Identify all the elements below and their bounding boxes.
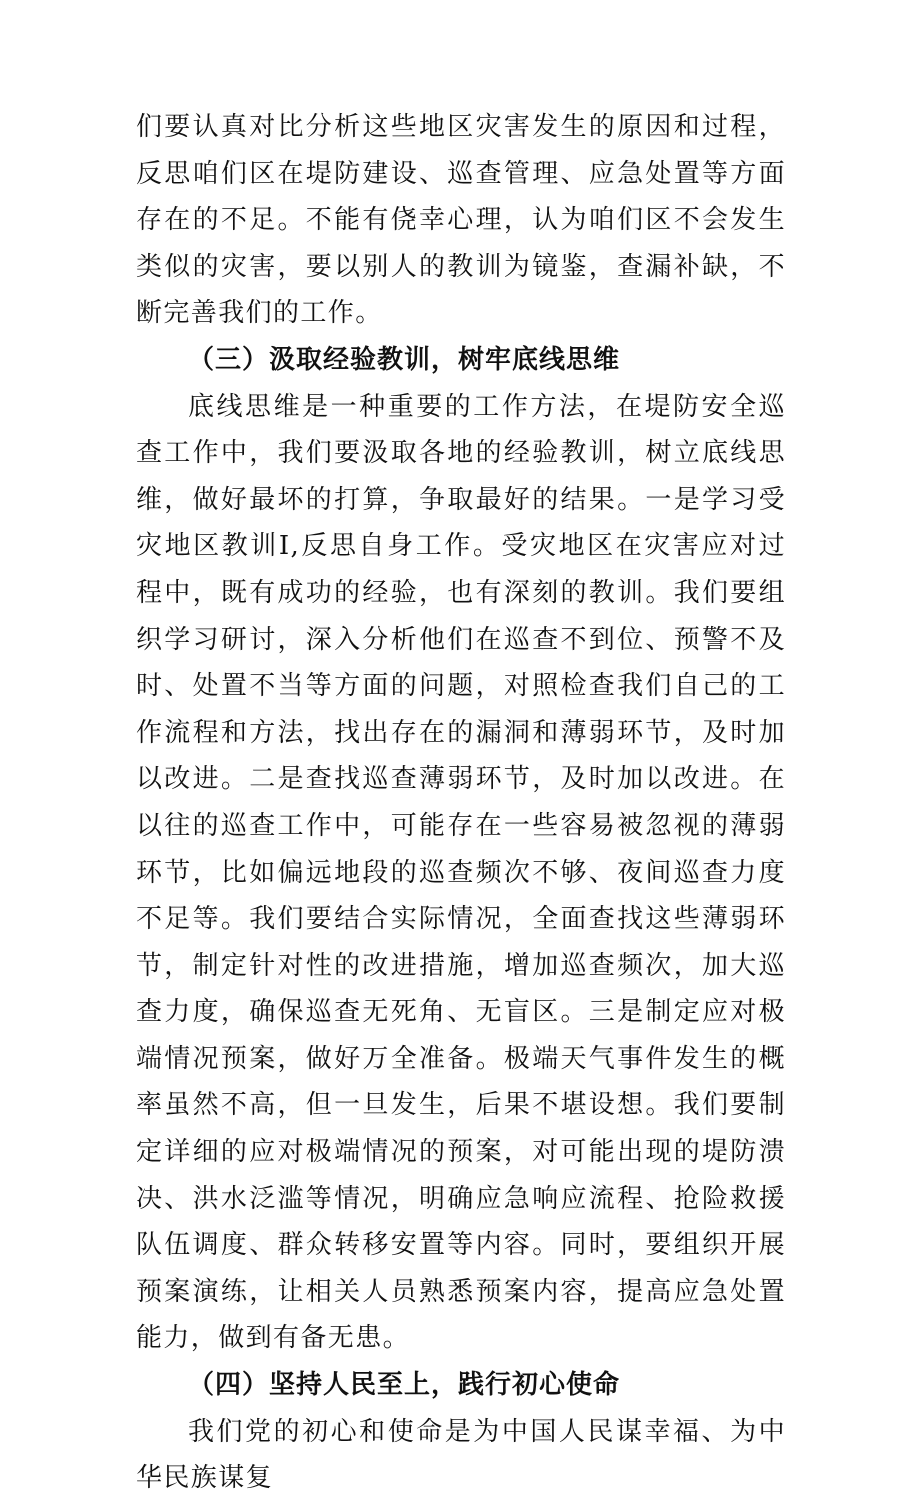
document-body [136, 104, 786, 1502]
section-heading-four: （四）坚持人民至上，践行初心使命 [188, 1370, 621, 1401]
paragraph-bottom-line-thinking: 底线思维是一种重要的工作方法，在堤防安全巡查工作中，我们要汲取各地的经验教训，树立底线思维，做好最坏的打算，争取最好的结果。一是学习受灾地区教训I,反思自身工作。受灾地区在灾害应对过程中，既有成功的经验，也有深刻的教训。我们要组织学习研讨，深入分析他们在巡查不到位、预警不及时、处置不当等方面的问题，对照检查我们自己的工作流程和方法，找出存在的漏洞和薄弱环节，及时加以改进。二是查找巡查薄弱环节，及时加以改进。在以往的巡查工作中，可能存在一些容易被忽视的薄弱环节，比如偏远地段的巡查频次不够、夜间巡查力度不足等。我们要结合实际情况，全面查找这些薄弱环节，制定针对性的改进措施，增加巡查频次，加大巡查力度，确保巡查无死角、无盲区。三是制定应对极端情况预案，做好万全准备。极端天气事件发生的概率虽然不高，但一旦发生，后果不堪设想。我们要制定详细的应对极端情况的预案，对可能出现的堤防溃决、洪水泛滥等情况，明确应急响应流程、抢险救援队伍调度、群众转移安置等内容。同时，要组织开展预案演练，让相关人员熟悉预案内容，提高应急处置能力，做到有备无患。 [136, 391, 786, 1354]
paragraph-original-mission: 我们党的初心和使命是为中国人民谋幸福、为中华民族谋复 [136, 1416, 786, 1494]
section-heading-three: （三）汲取经验教训，树牢底线思维 [188, 344, 621, 375]
paragraph-continued: 们要认真对比分析这些地区灾害发生的原因和过程，反思咱们区在堤防建设、巡查管理、应急处置等方面存在的不足。不能有侥幸心理，认为咱们区不会发生类似的灾害，要以别人的教训为镜鉴，查漏补缺，不断完善我们的工作。 [136, 112, 786, 329]
